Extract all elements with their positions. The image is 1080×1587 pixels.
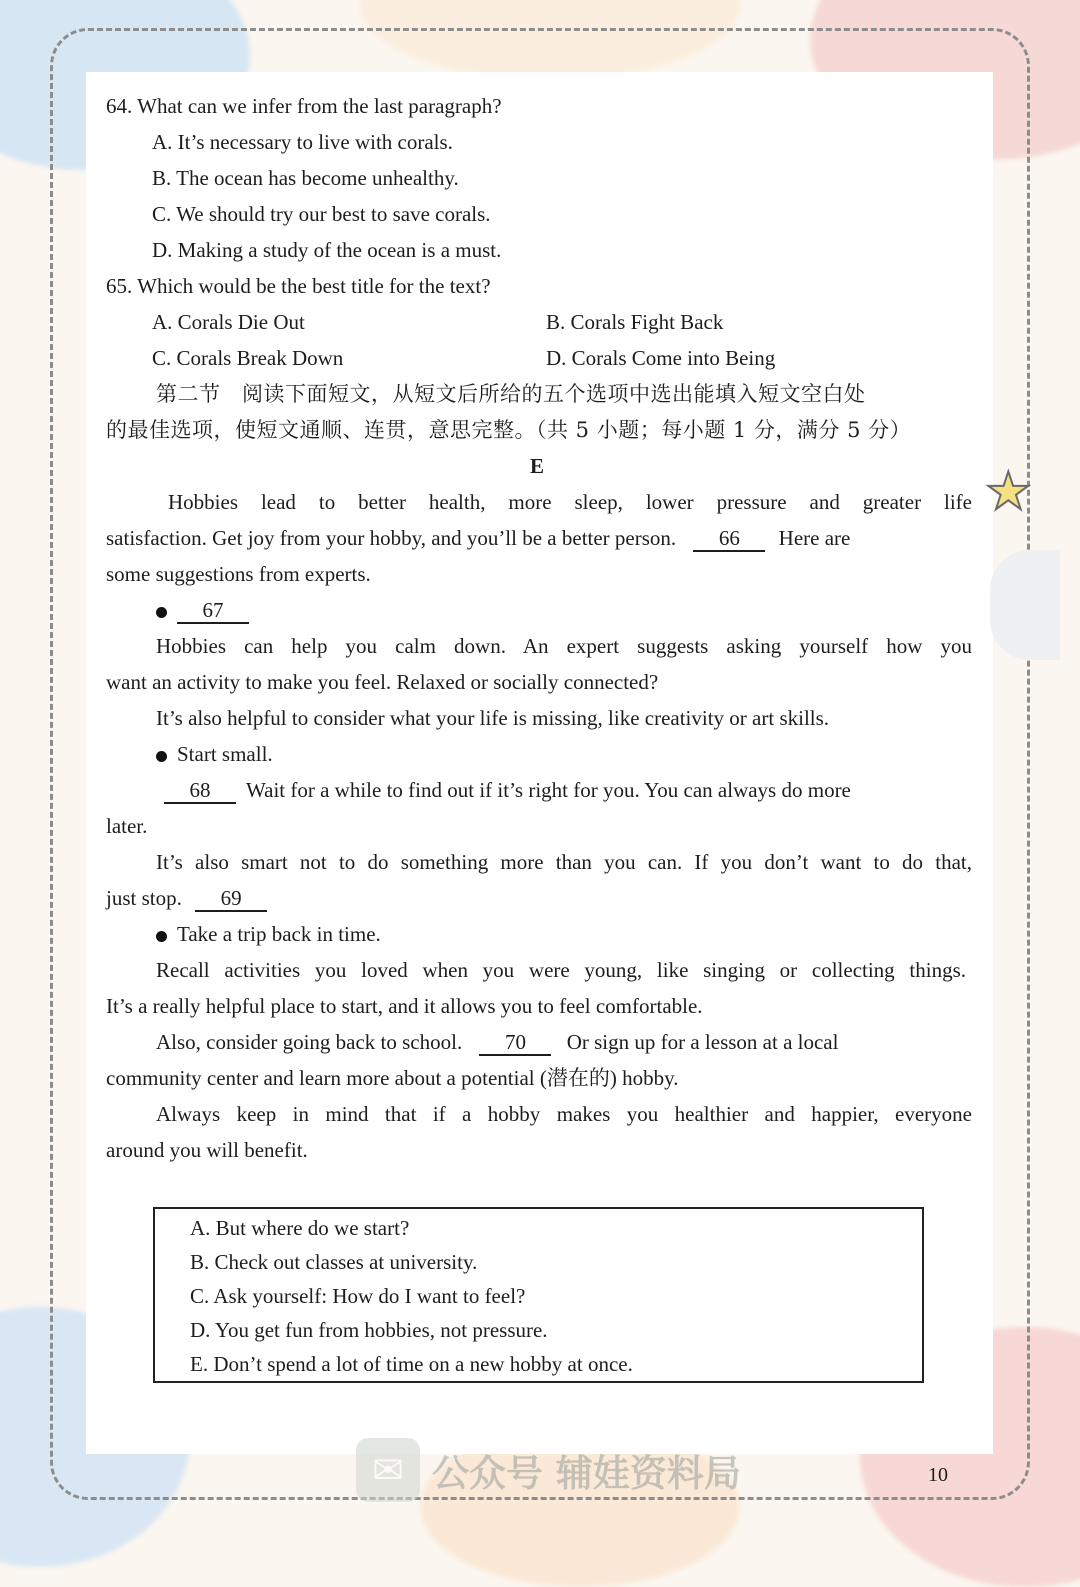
section-heading-line-1: 第二节 阅读下面短文，从短文后所给的五个选项中选出能填入短文空白处 xyxy=(156,382,866,406)
page-number: 10 xyxy=(928,1464,948,1486)
passage-line: Always keep in mind that if a hobby makes you healthier and happier, everyone xyxy=(156,1102,972,1126)
passage-line: later. xyxy=(106,814,148,838)
passage-line: Hobbies can help you calm down. An expert suggests asking yourself how you xyxy=(156,634,972,658)
bullet-heading xyxy=(156,740,273,768)
option-c: C. Ask yourself: How do I want to feel? xyxy=(190,1284,526,1308)
question-65-option-c: C. Corals Break Down xyxy=(152,346,344,370)
bullet-heading xyxy=(156,920,381,948)
passage-text: Here are xyxy=(778,526,851,550)
option-a: A. But where do we start? xyxy=(190,1216,410,1240)
question-65-option-a: A. Corals Die Out xyxy=(152,310,305,334)
passage-line: around you will benefit. xyxy=(106,1138,308,1162)
passage-line: community center and learn more about a potential (潜在的) hobby. xyxy=(106,1066,679,1090)
passage-text: Or sign up for a lesson at a local xyxy=(566,1030,839,1054)
blank-66[interactable]: 66 xyxy=(693,526,765,552)
blank-69[interactable]: 69 xyxy=(195,886,267,912)
option-e: E. Don’t spend a lot of time on a new hobby at once. xyxy=(190,1352,633,1376)
passage-line xyxy=(106,884,267,912)
passage-line: Recall activities you loved when you were young, like singing or collecting things. xyxy=(156,958,966,982)
question-64-option-c: C. We should try our best to save corals. xyxy=(152,202,491,226)
bullet-icon xyxy=(156,607,167,618)
passage-line: It’s a really helpful place to start, and it allows you to feel comfortable. xyxy=(106,994,703,1018)
passage-line xyxy=(106,524,850,552)
question-65-stem: 65. Which would be the best title for the text? xyxy=(106,274,491,298)
passage-line: some suggestions from experts. xyxy=(106,562,371,586)
option-b: B. Check out classes at university. xyxy=(190,1250,478,1274)
passage-text: just stop. xyxy=(106,886,182,910)
wechat-icon: ✉ xyxy=(356,1438,420,1502)
passage-text: Also, consider going back to school. xyxy=(156,1030,463,1054)
bullet-icon xyxy=(156,751,167,762)
bullet-heading-67 xyxy=(156,596,249,624)
passage-text: Wait for a while to find out if it’s right for you. You can always do more xyxy=(246,778,851,802)
passage-line xyxy=(156,1028,838,1056)
watermark xyxy=(356,1438,741,1502)
question-64-option-a: A. It’s necessary to live with corals. xyxy=(152,130,453,154)
passage-line: want an activity to make you feel. Relaxed or socially connected? xyxy=(106,670,659,694)
passage-line: It’s also helpful to consider what your life is missing, like creativity or art skills. xyxy=(156,706,830,730)
question-65-option-d: D. Corals Come into Being xyxy=(546,346,776,370)
passage-line: Hobbies lead to better health, more sleep, lower pressure and greater life xyxy=(168,490,972,514)
watermark-text: 公众号 辅娃资料局 xyxy=(432,1452,741,1495)
bullet-text: Start small. xyxy=(177,742,273,766)
blank-70[interactable]: 70 xyxy=(479,1030,551,1056)
passage-line: It’s also smart not to do something more than you can. If you don’t want to do that, xyxy=(156,850,972,874)
passage-line xyxy=(164,776,972,804)
option-d: D. You get fun from hobbies, not pressure. xyxy=(190,1318,548,1342)
question-65-option-b: B. Corals Fight Back xyxy=(546,310,724,334)
bullet-icon xyxy=(156,931,167,942)
question-64-option-d: D. Making a study of the ocean is a must. xyxy=(152,238,502,262)
cloud-decoration xyxy=(990,550,1060,660)
star-icon: ★ xyxy=(985,464,1032,521)
passage-label: E xyxy=(530,454,545,478)
blank-67[interactable]: 67 xyxy=(177,598,249,624)
question-64-stem: 64. What can we infer from the last paragraph? xyxy=(106,94,502,118)
blank-68[interactable]: 68 xyxy=(164,778,236,804)
question-64-option-b: B. The ocean has become unhealthy. xyxy=(152,166,459,190)
passage-text: satisfaction. Get joy from your hobby, and you’ll be a better person. xyxy=(106,526,677,550)
section-heading-line-2: 的最佳选项，使短文通顺、连贯，意思完整。（共 5 小题；每小题 1 分，满分 5 分） xyxy=(106,418,912,442)
bullet-text: Take a trip back in time. xyxy=(177,922,381,946)
